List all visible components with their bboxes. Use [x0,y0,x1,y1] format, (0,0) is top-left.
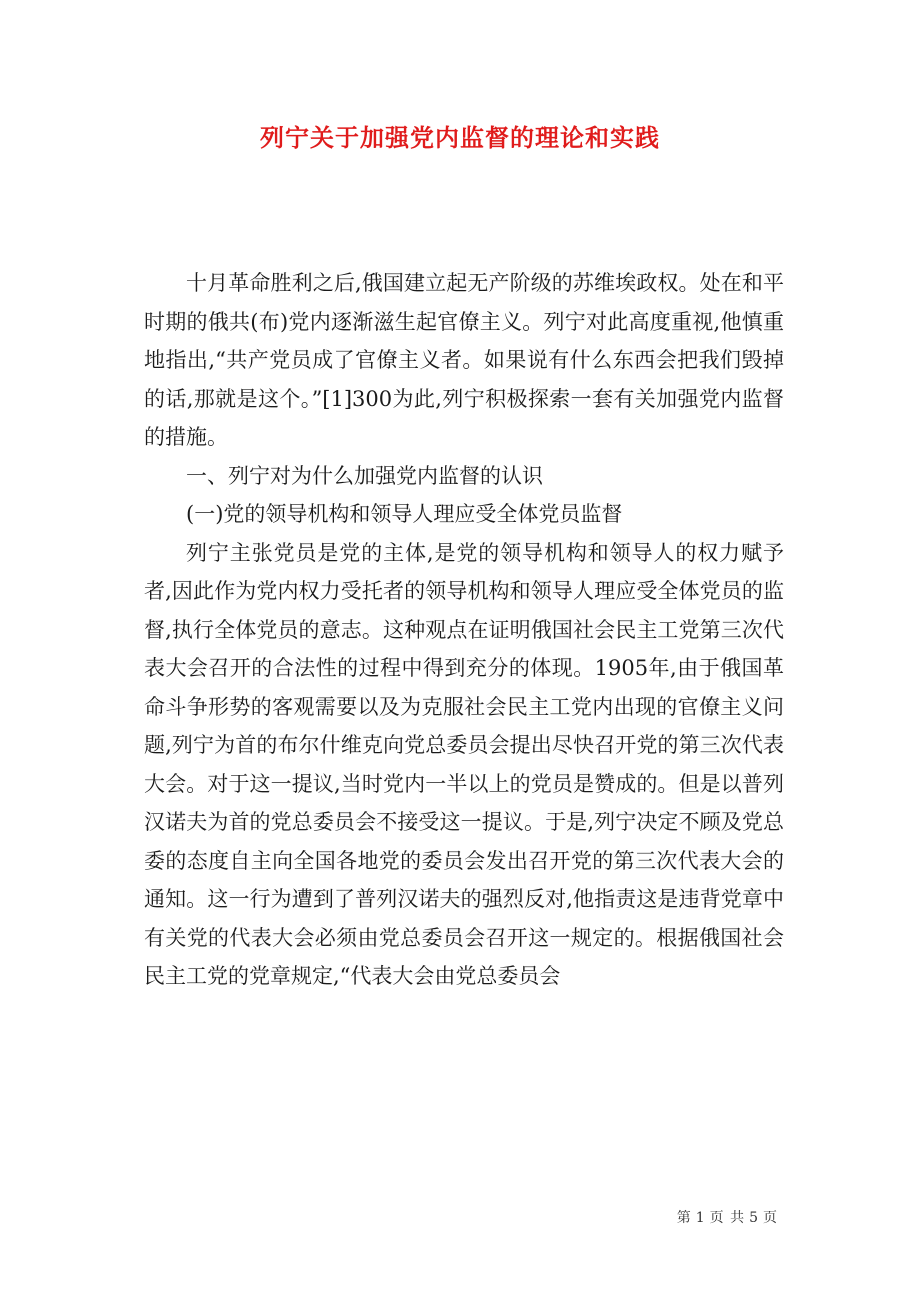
section-heading: 一、列宁对为什么加强党内监督的认识 [186,463,543,488]
page-number-footer [675,1207,780,1227]
footer-prefix: 第 [676,1210,692,1226]
footer-suffix: 页 [763,1210,778,1226]
document-body [144,264,784,996]
footer-current-page: 1 [695,1210,706,1226]
footer-total-pages: 5 [749,1210,759,1226]
paragraph-intro: 十月革命胜利之后,俄国建立起无产阶级的苏维埃政权。处在和平时期的俄共(布)党内逐渐滋生起官僚主义。列宁对此高度重视,他慎重地指出,“共产党员成了官僚主义者。如果说有什么东西会把我们毁掉的话,那就是这个。”[1]300为此,列宁积极探索一套有关加强党内监督的措施。 [144,271,784,449]
subsection-heading: (一)党的领导机构和领导人理应受全体党员监督 [186,502,623,526]
footer-mid: 页 共 [709,1210,746,1226]
document-title: 列宁关于加强党内监督的理论和实践 [260,123,660,152]
paragraph-body: 列宁主张党员是党的主体,是党的领导机构和领导人的权力赋予者,因此作为党内权力受托者的领导机构和领导人理应受全体党员的监督,执行全体党员的意志。这种观点在证明俄国社会民主工党第三次代表大会召开的合法性的过程中得到充分的体现。1905年,由于俄国革命斗争形势的客观需要以及为克服社会民主工党内出现的官僚主义问题,列宁为首的布尔什维克向党总委员会提出尽快召开党的第三次代表大会。对于这一提议,当时党内一半以上的党员是赞成的。但是以普列汉诺夫为首的党总委员会不接受这一提议。于是,列宁决定不顾及党总委的态度自主向全国各地党的委员会发出召开党的第三次代表大会的通知。这一行为遭到了普列汉诺夫的强烈反对,他指责这是违背党章中有关党的代表大会必须由党总委员会召开这一规定的。根据俄国社会民主工党的党章规定,“代表大会由党总委员会 [144,540,784,988]
